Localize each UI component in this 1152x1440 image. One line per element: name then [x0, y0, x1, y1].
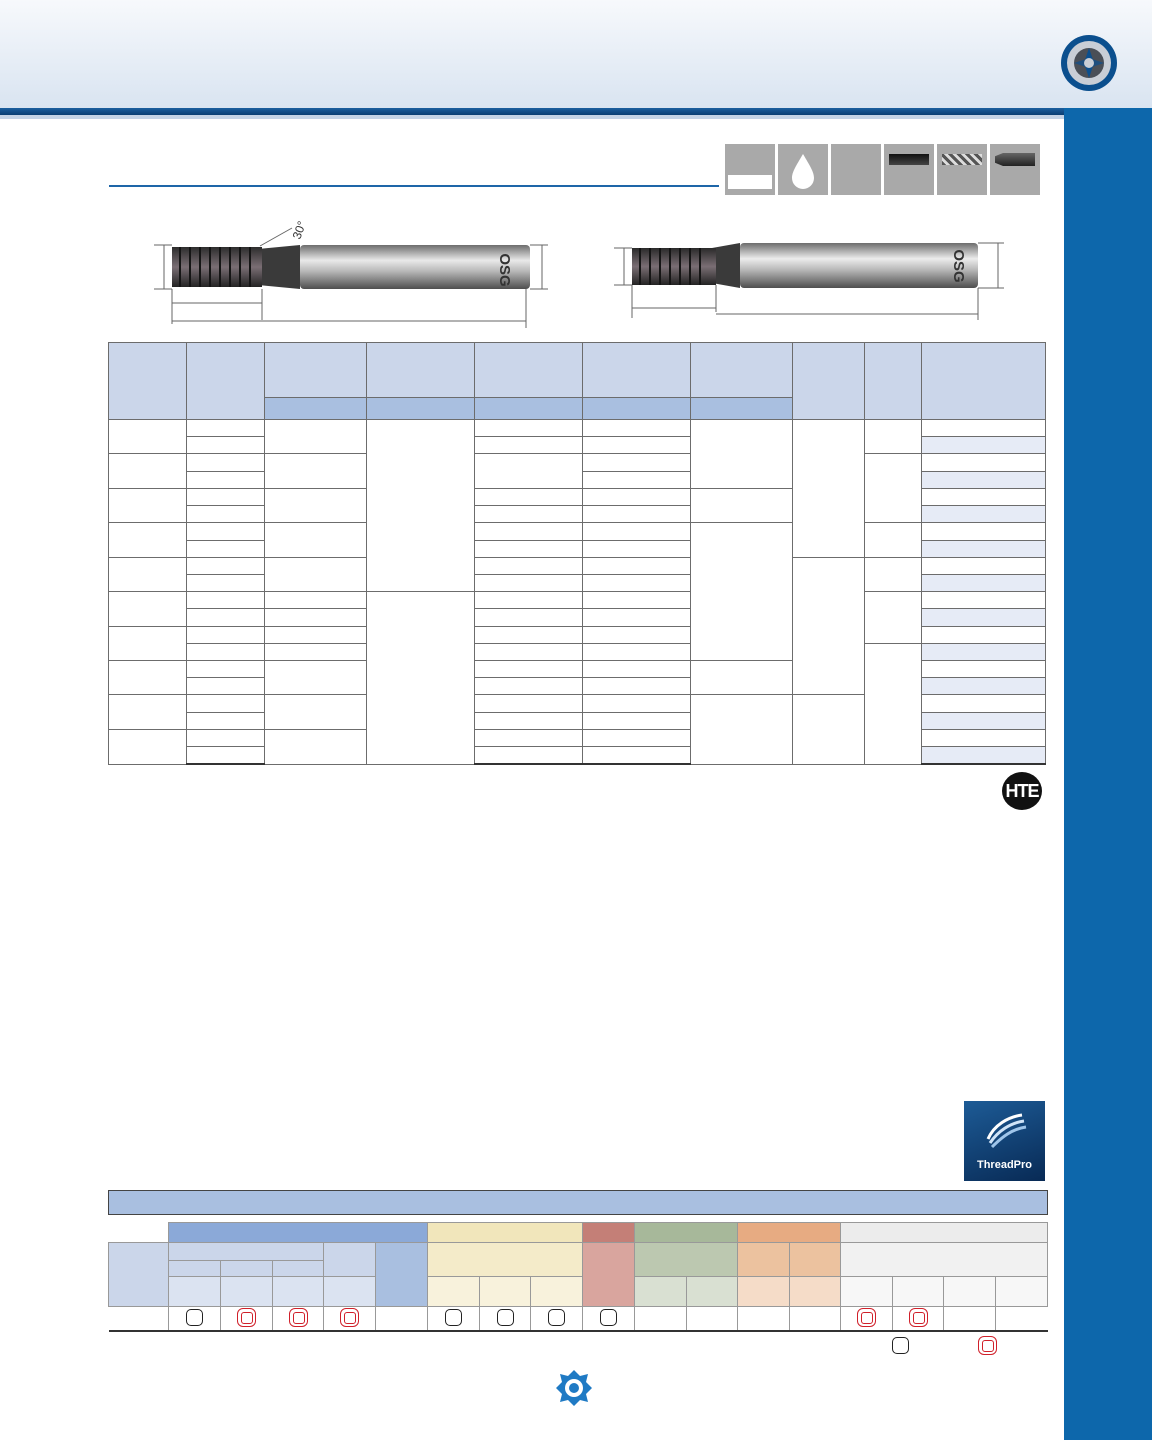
spec-header-cell [187, 343, 265, 420]
table-row [109, 419, 1046, 436]
spec-subheader-cell [475, 397, 583, 419]
threadpro-logo-icon [964, 1101, 1045, 1157]
recommended-mark [289, 1308, 308, 1327]
material-group-hardened [841, 1223, 1048, 1242]
tool-drawing-right [612, 228, 1012, 323]
spec-header-cell [865, 343, 922, 420]
spec-subheader-cell [691, 397, 793, 419]
spec-header-cell [691, 343, 793, 398]
spec-subheader-cell [583, 397, 691, 419]
spec-icon-strip [725, 144, 1043, 195]
suitable-mark [497, 1309, 514, 1326]
shank-brand-right: OSG [950, 249, 967, 283]
suitable-mark [445, 1309, 462, 1326]
threadpro-label: ThreadPro [976, 1159, 1032, 1171]
material-group-nonferrous [635, 1223, 738, 1242]
table-row [109, 643, 1046, 660]
header-rule [0, 108, 1064, 115]
tool-drawing-left [150, 218, 550, 330]
material-row-label [109, 1242, 169, 1307]
spec-header-cell [793, 343, 865, 420]
recommended-mark [909, 1308, 928, 1327]
section-title-rule [109, 185, 719, 187]
suitable-mark [186, 1309, 203, 1326]
suitable-mark [600, 1309, 617, 1326]
spec-header-cell [109, 343, 187, 420]
coolant-drop-icon [778, 144, 828, 195]
straight-flute-icon [884, 144, 934, 195]
coating-icon [725, 144, 775, 195]
recommended-mark [237, 1308, 256, 1327]
blank-icon [831, 144, 881, 195]
legend-suitable-mark [892, 1337, 909, 1354]
spec-subheader-cell [265, 397, 367, 419]
spec-header-cell [922, 343, 1046, 420]
header-band [0, 0, 1152, 108]
material-group-stainless [428, 1223, 583, 1242]
helical-flute-icon [937, 144, 987, 195]
suitable-mark [548, 1309, 565, 1326]
table-row [109, 523, 1046, 540]
osg-logo-icon [554, 1368, 594, 1408]
side-tab-bar [1064, 108, 1152, 1440]
osg-gear-logo-icon [1060, 34, 1118, 92]
shank-brand-left: OSG [496, 253, 513, 287]
header-rule-light [0, 115, 1064, 119]
material-table [108, 1190, 1048, 1332]
threadpro-badge [964, 1101, 1045, 1181]
recommended-mark [340, 1308, 359, 1327]
spec-header-cell [367, 343, 475, 398]
material-group-steel [169, 1223, 428, 1242]
shank-icon [990, 144, 1040, 195]
spec-header-cell [475, 343, 583, 398]
table-row [109, 592, 1046, 609]
spec-header-cell [265, 343, 367, 398]
material-suitability-row [109, 1307, 1048, 1331]
material-group-heat-resistant [738, 1223, 841, 1242]
hte-coating-badge: HTE [1002, 772, 1042, 810]
spec-table [108, 342, 1046, 765]
spec-header-cell [583, 343, 691, 398]
legend-recommended-mark [978, 1336, 997, 1355]
material-table-title [109, 1191, 1048, 1215]
spec-subheader-cell [367, 397, 475, 419]
material-group-cast-iron [583, 1223, 635, 1242]
recommended-mark [857, 1308, 876, 1327]
angle-label: 30° [289, 219, 310, 242]
table-row [109, 454, 1046, 471]
table-row [109, 557, 1046, 574]
